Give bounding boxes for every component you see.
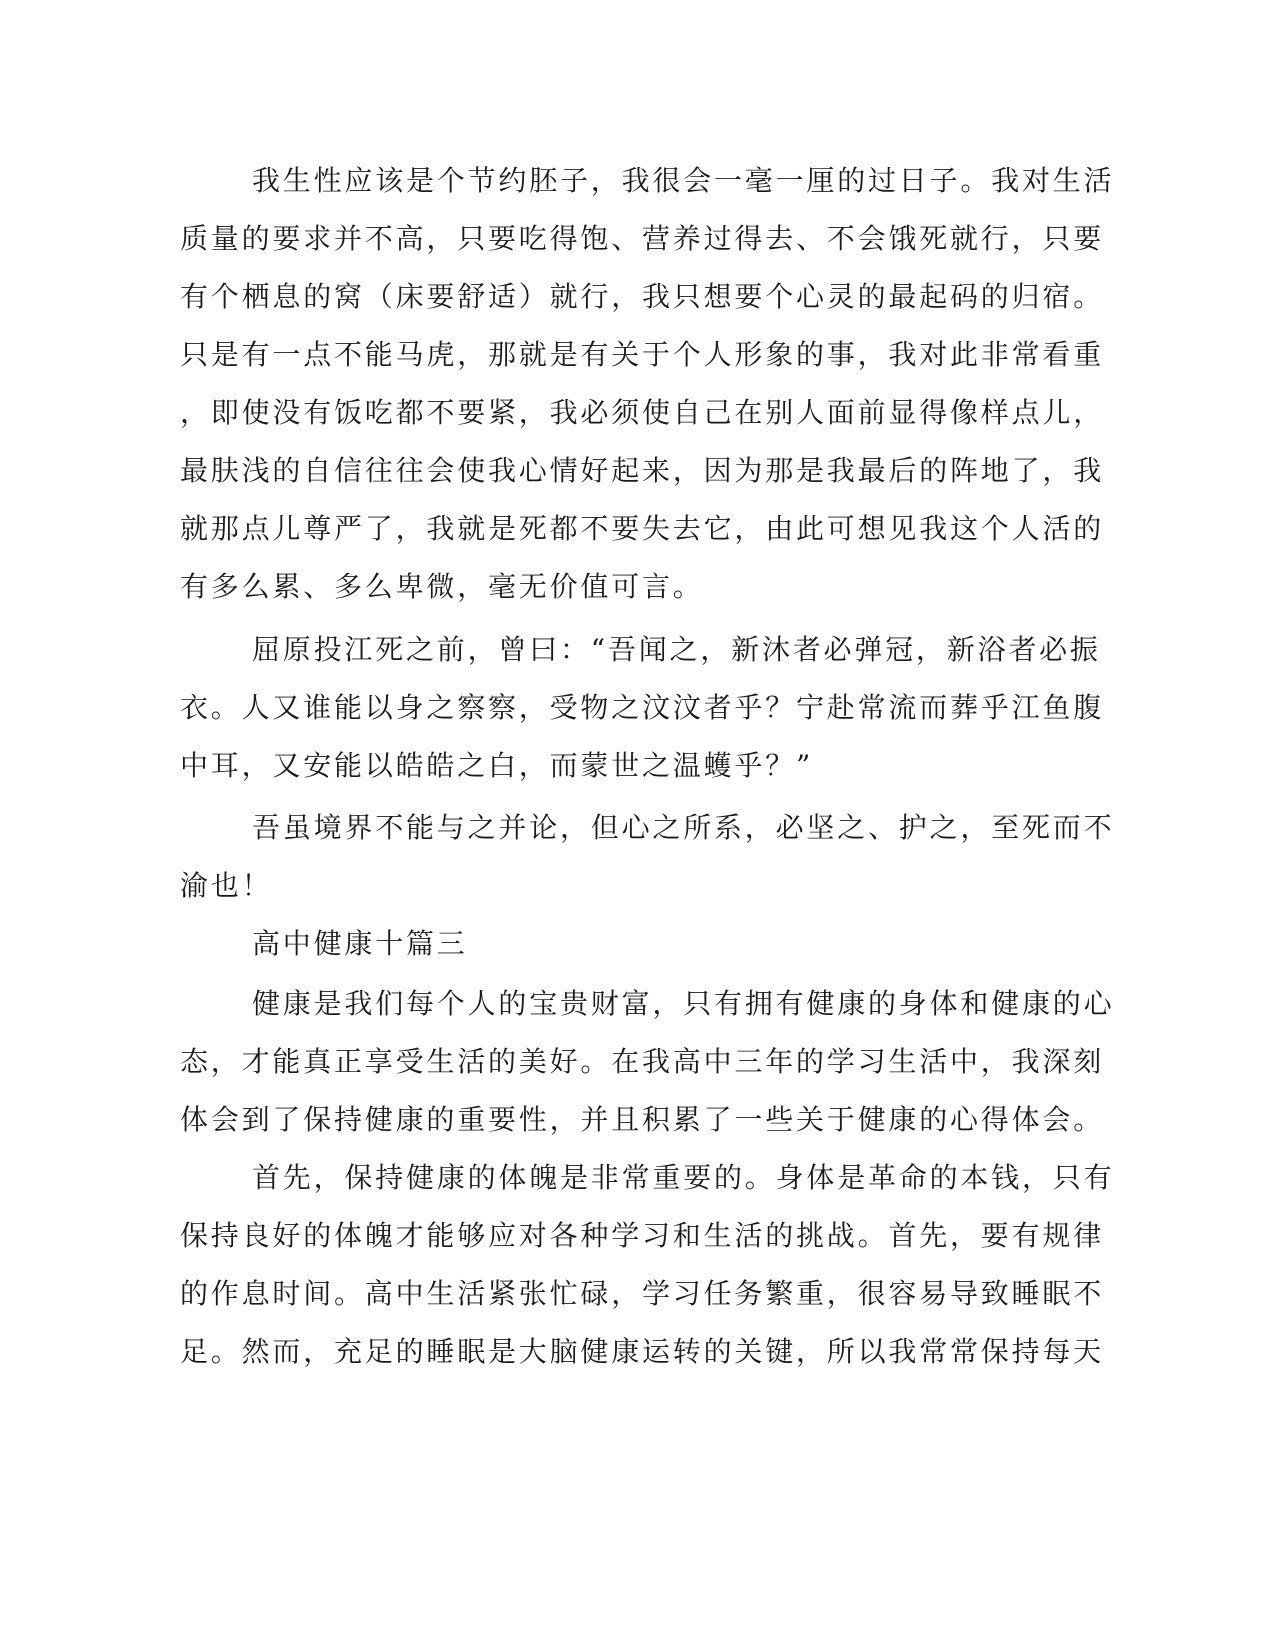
text-line: 最肤浅的自信往往会使我心情好起来，因为那是我最后的阵地了，我: [180, 454, 1105, 487]
text-line: ，即使没有饭吃都不要紧，我必须使自己在别人面前显得像样点儿，: [180, 396, 1105, 429]
text-line: 只是有一点不能马虎，那就是有关于个人形象的事，我对此非常看重: [180, 338, 1105, 371]
text-line: 屈原投江死之前，曾曰：“吾闻之，新沐者必弹冠，新浴者必振: [252, 633, 1101, 666]
section-heading: 高中健康十篇三: [252, 927, 468, 960]
text-line: 就那点儿尊严了，我就是死都不要失去它，由此可想见我这个人活的: [180, 512, 1105, 545]
text-line: 保持良好的体魄才能够应对各种学习和生活的挑战。首先，要有规律: [180, 1219, 1105, 1252]
text-line: 有个栖息的窝（床要舒适）就行，我只想要个心灵的最起码的归宿。: [180, 280, 1105, 313]
text-line: 首先，保持健康的体魄是非常重要的。身体是革命的本钱，只有: [252, 1161, 1115, 1194]
text-line: 态，才能真正享受生活的美好。在我高中三年的学习生活中，我深刻: [180, 1045, 1105, 1078]
text-line: 中耳，又安能以皓皓之白，而蒙世之温蠖乎？”: [180, 749, 814, 782]
text-line: 的作息时间。高中生活紧张忙碌，学习任务繁重，很容易导致睡眠不: [180, 1277, 1105, 1310]
text-line: 有多么累、多么卑微，毫无价值可言。: [180, 570, 704, 603]
text-line: 渝也！: [180, 869, 273, 902]
text-line: 吾虽境界不能与之并论，但心之所系，必坚之、护之，至死而不: [252, 811, 1115, 844]
text-line: 衣。人又谁能以身之察察，受物之汶汶者乎？宁赴常流而葬乎江鱼腹: [180, 691, 1105, 724]
text-line: 足。然而，充足的睡眠是大脑健康运转的关键，所以我常常保持每天: [180, 1335, 1105, 1368]
text-line: 体会到了保持健康的重要性，并且积累了一些关于健康的心得体会。: [180, 1103, 1105, 1136]
text-line: 健康是我们每个人的宝贵财富，只有拥有健康的身体和健康的心: [252, 987, 1115, 1020]
text-line: 质量的要求并不高，只要吃得饱、营养过得去、不会饿死就行，只要: [180, 222, 1105, 255]
text-line: 我生性应该是个节约胚子，我很会一毫一厘的过日子。我对生活: [252, 164, 1115, 197]
